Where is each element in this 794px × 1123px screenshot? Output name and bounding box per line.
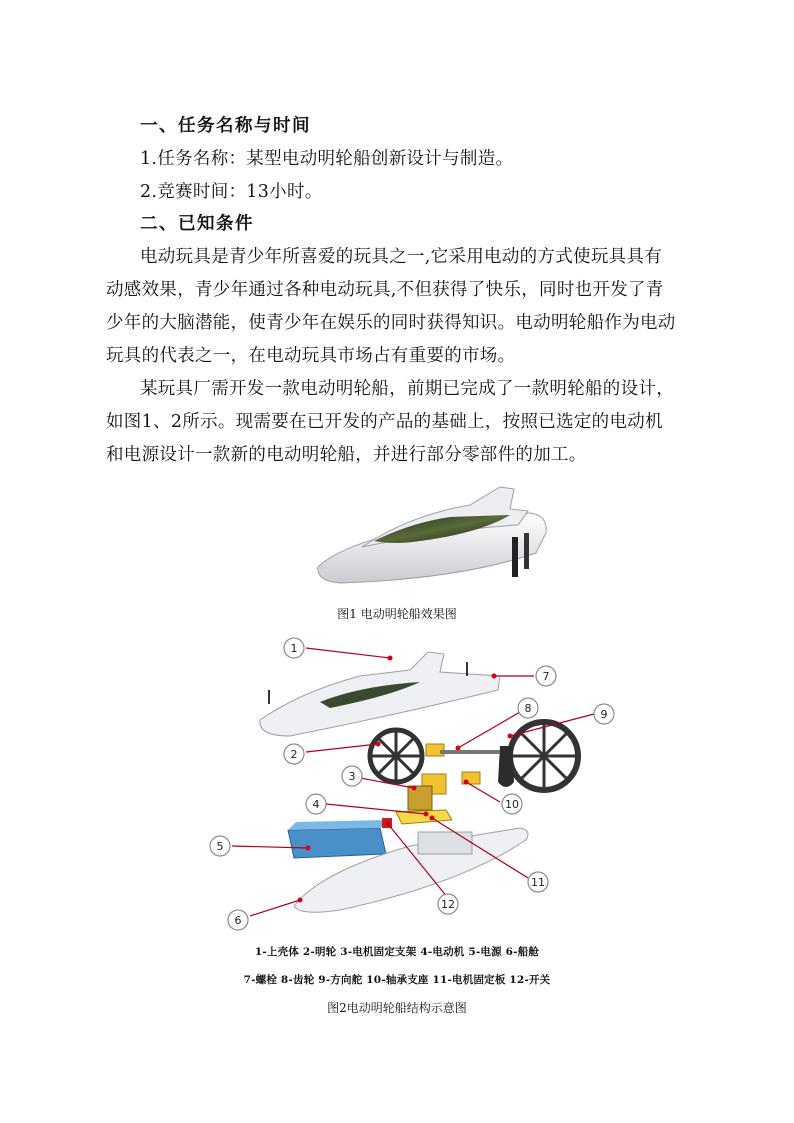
paddle-wheel-left xyxy=(370,730,422,782)
paragraph-line: 少年的大脑潜能，使青少年在娱乐的同时获得知识。电动明轮船作为电动 xyxy=(106,313,676,333)
svg-text:4: 4 xyxy=(312,798,320,811)
paragraph-line: 电动玩具是青少年所喜爱的玩具之一,它采用电动的方式使玩具具有 xyxy=(140,247,663,267)
paragraph-line: 某玩具厂需开发一款电动明轮船，前期已完成了一款明轮船的设计， xyxy=(140,379,674,399)
callout-5 xyxy=(210,836,230,856)
rudder-part xyxy=(498,746,514,787)
callout-12 xyxy=(438,894,458,914)
svg-text:2: 2 xyxy=(290,748,298,761)
competition-time-item: 2.竞赛时间：13小时。 xyxy=(140,182,323,202)
task-name-item: 1.任务名称：某型电动明轮船创新设计与制造。 xyxy=(140,149,514,169)
callout-9 xyxy=(594,704,614,724)
svg-text:1: 1 xyxy=(290,642,298,655)
parts-legend-line2: 7-螺栓 8-齿轮 9-方向舵 10-轴承支座 11-电机固定板 12-开关 xyxy=(243,974,551,986)
callout-6 xyxy=(228,910,248,930)
callout-3 xyxy=(342,766,362,786)
svg-text:3: 3 xyxy=(348,770,356,783)
callout-10 xyxy=(502,794,522,814)
callout-1 xyxy=(284,638,304,658)
section2-heading: 二、已知条件 xyxy=(140,214,254,234)
callout-11 xyxy=(528,872,548,892)
paragraph-line: 和电源设计一款新的电动明轮船，并进行部分零部件的加工。 xyxy=(106,445,587,465)
paragraph-line: 玩具的代表之一，在电动玩具市场占有重要的市场。 xyxy=(106,346,516,366)
exploded-structure-diagram xyxy=(200,632,620,932)
section1-heading: 一、任务名称与时间 xyxy=(140,116,311,136)
paddle-wheel-right xyxy=(510,722,578,790)
svg-text:5: 5 xyxy=(216,840,224,853)
figure1-caption: 图1 电动明轮船效果图 xyxy=(337,607,457,621)
svg-text:8: 8 xyxy=(524,702,532,715)
paragraph-line: 如图1、2所示。现需要在已开发的产品的基础上，按照已选定的电动机 xyxy=(106,412,663,432)
svg-text:6: 6 xyxy=(234,914,242,927)
figure2-caption: 图2电动明轮船结构示意图 xyxy=(327,1001,467,1015)
parts-legend-line1: 1-上壳体 2-明轮 3-电机固定支架 4-电动机 5-电源 6-船舱 xyxy=(254,946,540,958)
callout-8 xyxy=(518,698,538,718)
callout-4 xyxy=(306,794,326,814)
svg-text:12: 12 xyxy=(441,898,455,911)
callout-2 xyxy=(284,744,304,764)
paragraph-line: 动感效果，青少年通过各种电动玩具,不但获得了快乐，同时也开发了青 xyxy=(106,280,664,300)
battery-part xyxy=(288,820,388,858)
boat-render-image xyxy=(300,475,560,590)
svg-text:11: 11 xyxy=(531,876,545,889)
callout-7 xyxy=(536,666,556,686)
svg-text:10: 10 xyxy=(505,798,519,811)
svg-text:7: 7 xyxy=(542,670,550,683)
svg-text:9: 9 xyxy=(600,708,608,721)
